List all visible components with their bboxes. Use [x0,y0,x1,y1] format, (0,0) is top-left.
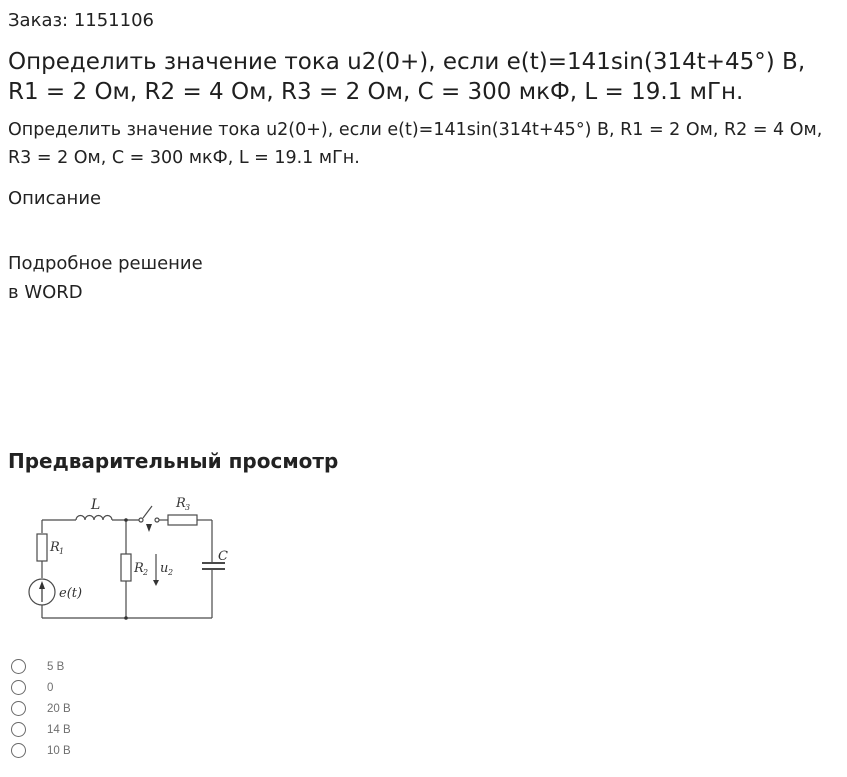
junction-dot [124,518,128,522]
answer-option-label: 0 [47,681,54,694]
label-r2-sub: 2 [143,568,149,577]
description-line: в WORD [8,282,83,303]
answer-option-label: 14 В [47,723,71,736]
label-l: L [91,497,101,513]
switch-arrowhead [146,524,152,532]
answer-option-label: 20 В [47,702,71,715]
arrowhead [153,580,159,586]
answer-option[interactable] [11,656,71,677]
label-c: C [218,549,228,564]
switch-contact [155,518,159,522]
answer-options [11,656,71,761]
circuit-diagram [22,488,238,624]
radio-button[interactable] [11,722,26,737]
label-e: e(t) [59,586,83,601]
answer-option[interactable] [11,698,71,719]
answer-option[interactable] [11,677,71,698]
label-r3-sub: 3 [185,503,191,512]
answer-option-label: 5 В [47,660,65,673]
answer-option[interactable] [11,740,71,761]
radio-button[interactable] [11,659,26,674]
product-title: Определить значение тока u2(0+), если e(t)=141sin(314t+45°) В, R1 = 2 Ом, R2 = 4 Ом, R3 = 2 Ом, С = 300 мкФ, L = 19.1 мГн. [8,49,806,105]
label-u2-sub: 2 [168,568,174,577]
resistor-r1 [37,534,47,561]
answer-option[interactable] [11,719,71,740]
description-text [8,249,203,307]
label-r1: R [50,540,60,555]
switch-blade [143,506,152,518]
product-summary: Определить значение тока u2(0+), если e(t)=141sin(314t+45°) В, R1 = 2 Ом, R2 = 4 Ом, R3 = 2 Ом, С = 300 мкФ, L = 19.1 мГн. [8,120,823,168]
resistor-r3 [168,515,197,525]
preview-heading: Предварительный просмотр [8,449,339,473]
resistor-r2 [121,554,131,581]
order-number: Заказ: 1151106 [8,10,154,31]
label-u2: u [160,561,169,576]
label-r2: R [134,561,144,576]
radio-button[interactable] [11,743,26,758]
label-r1-sub: 1 [59,547,65,556]
description-line: Подробное решение [8,253,203,274]
inductor-l [76,516,112,521]
junction-dot [124,616,128,620]
answer-option-label: 10 В [47,744,71,757]
description-heading: Описание [8,188,102,209]
radio-button[interactable] [11,701,26,716]
radio-button[interactable] [11,680,26,695]
switch-contact [139,518,143,522]
label-r3: R [176,496,186,511]
